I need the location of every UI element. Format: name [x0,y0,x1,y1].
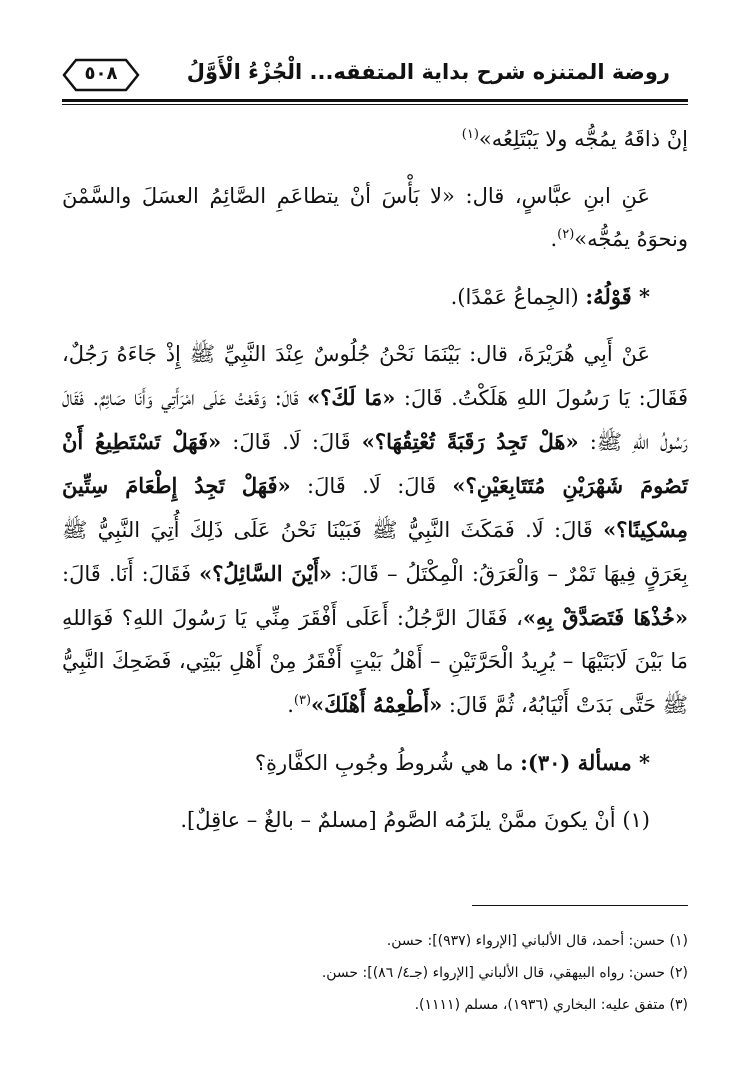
p4-s7: ، فَقَالَ الرَّجُلُ: أَعَلَى أَفْقَرَ مِنِّي يَا رَسُولَ اللهِ؟ فَوَاللهِ مَا بَيْنَ لَابَتَيْهَا – يُرِيدُ الْحَرَّتَيْنِ – أَهْلُ بَيْتٍ أَفْقَرُ مِنْ أَهْلِ بَيْتِي، فَضَحِكَ النَّبِيُّ ﷺ حَتَّى بَدَتْ أَنْيَابُهُ، ثُمَّ قَالَ: [62,606,688,717]
running-title: روضة المتنزه شرح بداية المتفقه... الْجُزْءُ الْأَوَّلُ [186,60,670,84]
page-number-badge [62,58,140,92]
p4-q5: «أَيْنَ السَّائِلُ؟» [199,561,333,586]
p4-s5: قَالَ: لَا. فَمَكَثَ النَّبِيُّ ﷺ فَبَيْنَا نَحْنُ عَلَى ذَلِكَ أُتِيَ النَّبِيُّ ﷺ بِعَرَقٍ فِيهَا تَمْرٌ – وَالْعَرَقُ: الْمِكْتَلُ – قَالَ: [62,518,688,586]
p4-q7: «أَطْعِمْهُ أَهْلَكَ» [311,692,443,717]
p4-q3: «فَهَلْ تَسْتَطِيعُ أَنْ تَصُومَ شَهْرَيْنِ مُتَتَابِعَيْنِ؟» [62,429,688,498]
p3-marker: * قَوْلُهُ: [585,284,650,309]
footnote-1: (١) حسن: أحمد، قال الألباني [الإرواء (٩٣٧)]: حسن. [386,933,688,949]
footnote-ref-3: (٣) [293,693,312,708]
p4-s2: قَالَ: وَقَعْتُ عَلَى امْرَأَتِي وَأَنَا صَائِمٌ. فَقَالَ رَسُولُ اللهِ ﷺ: [62,386,688,454]
header-rule [62,99,688,102]
paragraph-4-hadith [62,333,688,727]
header-rule-thin [62,104,688,105]
main-text [62,118,688,856]
p4-q4: «فَهَلْ تَجِدُ إِطْعَامَ سِتِّينَ مِسْكِينًا؟» [62,473,688,542]
p2-end: . [550,227,558,251]
p4-q2: «هَلْ تَجِدُ رَقَبَةً تُعْتِقُهَا؟» [361,429,579,454]
p3-text: (الجِماعُ عَمْدًا). [450,285,579,309]
footnote-ref-1: (١) [461,127,479,142]
p2-text: عَنِ ابنِ عبَّاسٍ، قال: «لا بَأْسَ أنْ يتطاعَمِ الصَّائِمُ العسَلَ والسَّمْنَ ونحوَهُ يمُجُّه» [62,184,688,251]
p1-text: إنْ ذاقَهُ يمُجُّه ولا يَبْتَلِعُه» [478,127,688,151]
paragraph-5-question [62,741,688,785]
paragraph-6-condition [62,799,688,842]
footnote-separator [472,905,688,906]
paragraph-3 [62,275,688,319]
running-header [62,58,688,98]
footnote-3: (٣) متفق عليه: البخاري (١٩٣٦)، مسلم (١١١١). [414,997,688,1013]
p4-s6: فَقَالَ: أَنَا. قَالَ: [62,562,192,586]
p4-s4: قَالَ: لَا. قَالَ: [307,474,437,498]
footnote-ref-2: (٢) [557,227,575,242]
paragraph-2 [62,175,688,261]
p4-s1: عَنْ أَبِي هُرَيْرَةَ، قال: بَيْنَمَا نَحْنُ جُلُوسٌ عِنْدَ النَّبِيِّ ﷺ إِذْ جَاءَهُ رَجُلٌ، فَقَالَ: يَا رَسُولَ اللهِ هَلَكْتُ. قَالَ: [62,342,688,410]
footnotes [62,925,688,1021]
p5-marker: * مسألة (٣٠): [520,750,650,775]
p4-q1: «مَا لَكَ؟» [307,385,396,410]
p4-s3: قَالَ: لَا. قَالَ: [232,430,351,454]
p5-text: ما هي شُروطُ وجُوبِ الكفَّارةِ؟ [254,751,514,775]
p4-q6: «خُذْهَا فَتَصَدَّقْ بِهِ» [522,605,689,630]
p6-text: (١) أنْ يكونَ ممَّنْ يلزَمُه الصَّومُ [مسلمٌ – بالغٌ – عاقِلٌ]. [180,808,650,832]
footnote-2: (٢) حسن: رواه البيهقي، قال الألباني [الإرواء (جـ٤/ ٨٦)]: حسن. [321,965,688,981]
p4-end: . [287,693,294,717]
paragraph-1 [62,118,688,161]
page-number: ٥٠٨ [84,63,118,84]
